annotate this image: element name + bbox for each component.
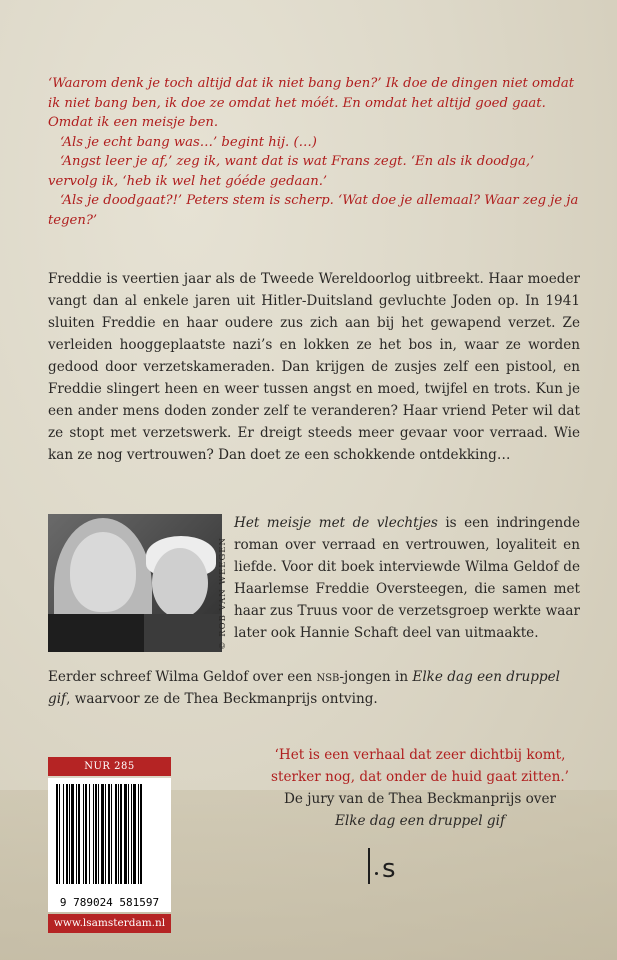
previous-book-title: Elke dag een druppel gif xyxy=(48,669,561,707)
review-text: ‘Het is een verhaal dat zeer dichtbij komt, sterker nog, dat onder de huid gaat zitten.’ xyxy=(271,747,569,785)
previous-work xyxy=(48,666,580,710)
nur-code: NUR 285 xyxy=(48,757,171,776)
nsb-abbreviation: nsb xyxy=(316,669,340,685)
quote-line: ‘Angst leer je af,’ zeg ik, want dat is wat Frans zegt. ‘En als ik doodga,’ vervolg ik, ‘heb ik wel het góéde gedaan.’ xyxy=(48,154,535,189)
blurb-text: Eerder schreef Wilma Geldof over een xyxy=(48,669,317,685)
quote-line: ‘Als je echt bang was…’ begint hij. (…) xyxy=(60,134,317,150)
excerpt-quote xyxy=(48,74,580,230)
synopsis xyxy=(48,268,580,466)
quote-line: ‘Waarom denk je toch altijd dat ik niet bang ben?’ Ik doe de dingen niet omdat ik niet bang ben, ik doe ze omdat het móét. En omdat het altijd goed gaat. Omdat ik een meisje ben. xyxy=(48,76,575,130)
isbn-number: 9 789024 581597 xyxy=(59,896,160,909)
synopsis-text: Freddie is veertien jaar als de Tweede Wereldoorlog uitbreekt. Haar moeder vangt dan al enkele jaren uit Hitler-Duitsland gevluchte Joden op. In 1941 sluiten Freddie en haar oudere zus zich aan bij het gewapend verzet. Ze verleiden hooggeplaatste nazi’s en lokken ze het bos in, waar ze worden gedood door verzetskameraden. Dan krijgen de zusjes zelf een pistool, en Freddie slingert heen en weer tussen angst en moed, twijfel en trots. Kun je een ander mens doden zonder zelf te veranderen? Haar vriend Peter wil dat ze stopt met verzetswerk. Er dreigt steeds meer gevaar voor verraad. Wie kan ze nog vertrouwen? Dan doet ze een schokkende ontdekking… xyxy=(48,271,580,463)
review-source: De jury van de Thea Beckmanprijs over xyxy=(283,791,557,807)
ls-publisher-logo-icon: s xyxy=(364,848,404,888)
barcode-block xyxy=(48,757,171,939)
author-blurb xyxy=(234,512,580,644)
blurb-text: -jongen in xyxy=(339,669,413,685)
blurb-text: is een indringende roman over verraad en vertrouwen, loyaliteit en liefde. Voor dit boek interviewde Wilma Geldof de Haarlemse Freddie Oversteegen, die samen met haar zus Truus voor de verzetsgroep werkte waar later ook Hannie Schaft deel van uitmaakte. xyxy=(234,515,580,641)
blurb-text: , waarvoor ze de Thea Beckmanprijs ontving. xyxy=(66,691,378,707)
barcode-icon xyxy=(54,784,165,888)
barcode xyxy=(48,778,171,912)
publisher-url[interactable]: www.lsamsterdam.nl xyxy=(48,914,171,933)
review-quote xyxy=(254,744,586,832)
photo-credit: © ROB VAN WEEGEN xyxy=(218,537,228,650)
quote-line: ‘Als je doodgaat?!’ Peters stem is scherp. ‘Wat doe je allemaal? Waar zeg je ja tegen?’ xyxy=(48,193,579,228)
review-source-book: Elke dag een druppel gif xyxy=(334,813,506,829)
author-photo xyxy=(48,514,222,652)
book-title: Het meisje met de vlechtjes xyxy=(234,515,438,531)
